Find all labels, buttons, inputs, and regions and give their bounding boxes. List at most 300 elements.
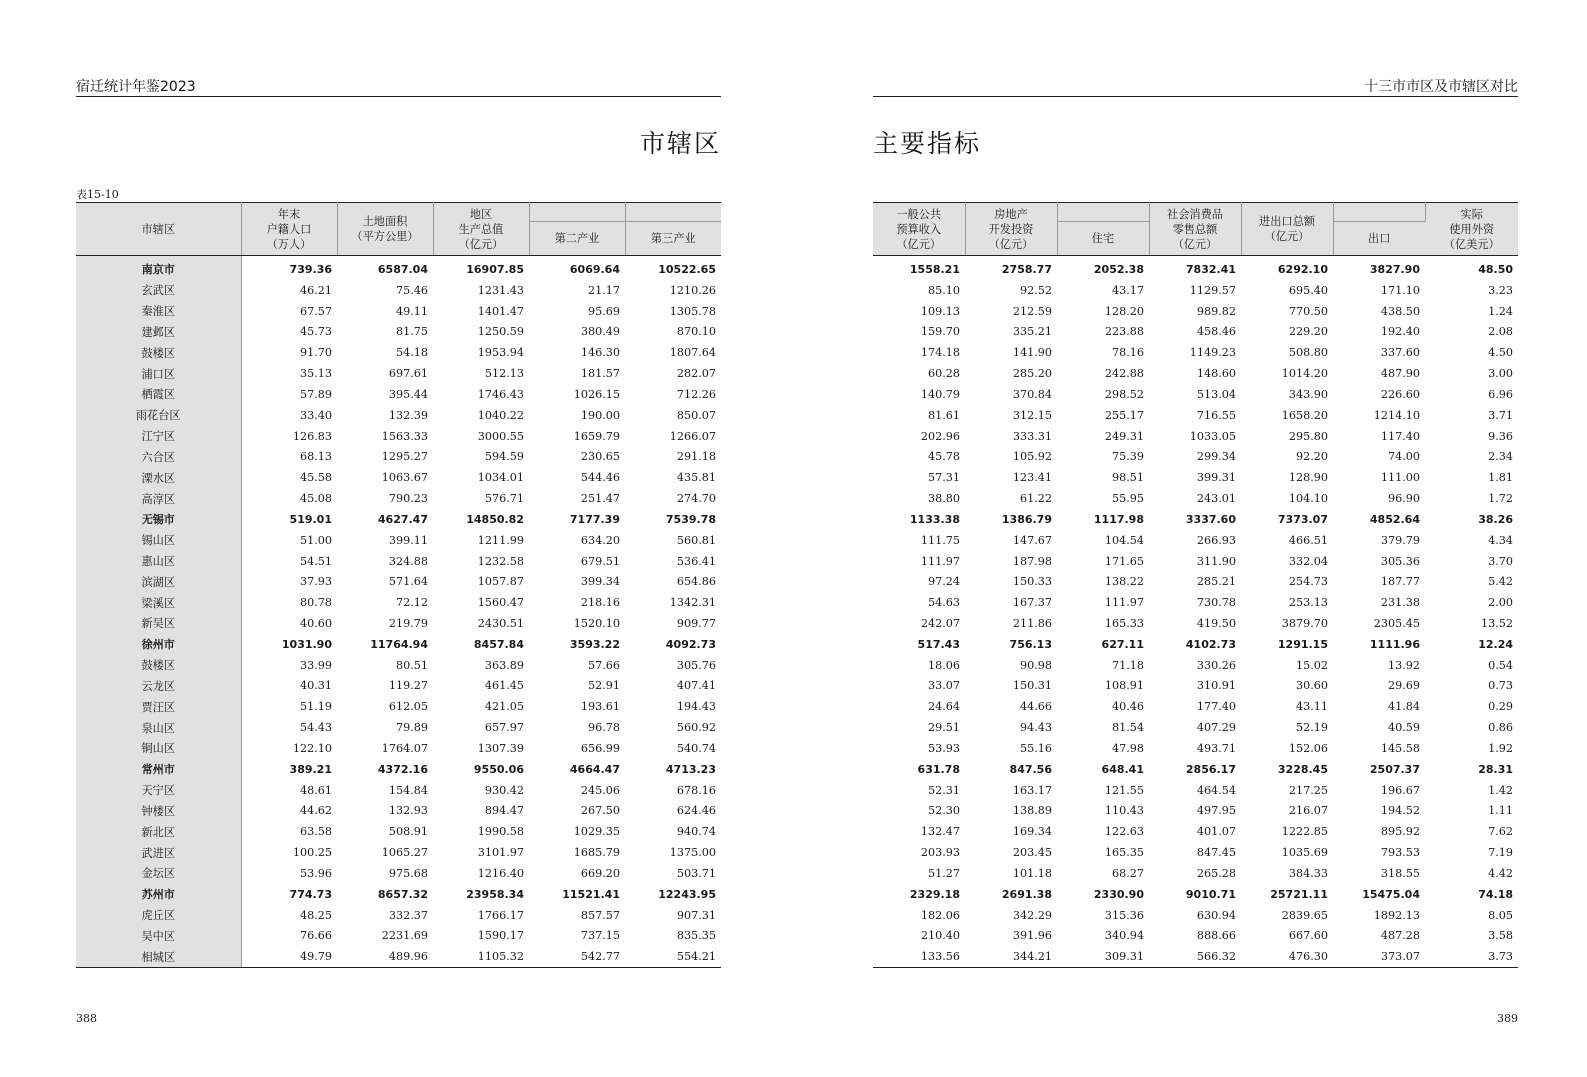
table-cell: 1031.90 — [281, 637, 332, 651]
table-cell: 594.59 — [484, 450, 524, 464]
table-cell: 560.81 — [676, 533, 716, 547]
table-cell: 3.58 — [1488, 929, 1513, 943]
table-cell: 712.26 — [676, 387, 716, 401]
table-cell: 24.64 — [927, 700, 960, 714]
table-number: 表15-10 — [76, 188, 119, 201]
table-cell: 1305.78 — [669, 304, 716, 318]
table-cell: 654.86 — [676, 575, 716, 589]
table-cell: 40.31 — [299, 679, 332, 693]
header-housing: 住宅 — [1057, 222, 1149, 256]
table-cell: 1266.07 — [669, 429, 716, 443]
table-cell: 407.41 — [676, 679, 716, 693]
table-cell: 1231.43 — [477, 283, 524, 297]
table-row — [76, 467, 721, 488]
table-cell: 163.17 — [1012, 783, 1052, 797]
table-cell: 648.41 — [1101, 762, 1144, 776]
table-cell: 0.29 — [1488, 700, 1513, 714]
table-cell: 21.17 — [587, 283, 620, 297]
table-cell: 13.52 — [1480, 616, 1513, 630]
table-cell: 203.93 — [920, 846, 960, 860]
table-cell: 407.29 — [1196, 721, 1236, 735]
table-row — [76, 571, 721, 592]
table-cell: 216.07 — [1288, 804, 1328, 818]
page-title-right: 主要指标 — [873, 129, 982, 158]
table-cell: 311.90 — [1196, 554, 1236, 568]
region-name: 天宁区 — [76, 780, 241, 801]
table-cell: 517.43 — [917, 637, 960, 651]
table-cell: 165.35 — [1104, 846, 1144, 860]
table-cell: 0.86 — [1488, 721, 1513, 735]
table-row — [873, 717, 1518, 738]
table-cell: 154.84 — [388, 783, 428, 797]
table-row — [873, 551, 1518, 572]
table-row — [873, 467, 1518, 488]
table-cell: 92.20 — [1295, 450, 1328, 464]
table-cell: 12.24 — [1478, 637, 1513, 651]
table-row — [76, 655, 721, 676]
header-export: 出口 — [1333, 222, 1425, 256]
table-cell: 226.60 — [1380, 387, 1420, 401]
table-row — [76, 946, 721, 967]
table-cell: 1063.67 — [381, 471, 428, 485]
table-cell: 146.30 — [580, 346, 620, 360]
table-cell: 132.39 — [388, 408, 428, 422]
table-cell: 74.18 — [1478, 887, 1513, 901]
table-cell: 7.62 — [1488, 825, 1513, 839]
table-cell: 285.21 — [1196, 575, 1236, 589]
table-cell: 1990.58 — [477, 825, 524, 839]
table-cell: 1746.43 — [477, 387, 524, 401]
table-cell: 399.31 — [1196, 471, 1236, 485]
table-cell: 309.31 — [1057, 946, 1149, 967]
region-name: 建邺区 — [76, 321, 241, 342]
table-cell: 1029.35 — [573, 825, 620, 839]
header-rule-left — [76, 96, 721, 97]
left-table — [76, 202, 721, 968]
table-cell: 53.96 — [299, 866, 332, 880]
table-row — [76, 613, 721, 634]
table-cell: 1807.64 — [669, 346, 716, 360]
table-cell: 48.25 — [299, 908, 332, 922]
table-cell: 847.56 — [1009, 762, 1052, 776]
table-cell: 132.93 — [388, 804, 428, 818]
table-row — [873, 801, 1518, 822]
region-name: 高淳区 — [76, 488, 241, 509]
table-cell: 171.65 — [1104, 554, 1144, 568]
table-cell: 128.90 — [1288, 471, 1328, 485]
table-cell: 630.94 — [1196, 908, 1236, 922]
table-row — [873, 946, 1518, 967]
table-cell: 461.45 — [484, 679, 524, 693]
page-number-right: 389 — [1497, 1012, 1518, 1025]
region-name: 惠山区 — [76, 551, 241, 572]
table-cell: 888.66 — [1196, 929, 1236, 943]
table-cell: 1.42 — [1488, 783, 1513, 797]
table-cell: 419.50 — [1196, 616, 1236, 630]
region-name: 锡山区 — [76, 530, 241, 551]
table-cell: 41.84 — [1387, 700, 1420, 714]
table-cell: 210.40 — [920, 929, 960, 943]
left-page — [76, 0, 721, 1077]
table-cell: 0.73 — [1488, 679, 1513, 693]
table-cell: 1295.27 — [381, 450, 428, 464]
table-cell: 9550.06 — [473, 762, 524, 776]
table-row — [873, 488, 1518, 509]
table-cell: 330.26 — [1196, 658, 1236, 672]
table-cell: 2305.45 — [1373, 616, 1420, 630]
table-cell: 907.31 — [676, 908, 716, 922]
table-cell: 380.49 — [580, 325, 620, 339]
table-cell: 61.22 — [1019, 492, 1052, 506]
region-name: 栖霞区 — [76, 384, 241, 405]
table-cell: 1.81 — [1488, 471, 1513, 485]
table-cell: 253.13 — [1288, 596, 1328, 610]
table-cell: 171.10 — [1380, 283, 1420, 297]
table-cell: 167.37 — [1012, 596, 1052, 610]
table-cell: 242.07 — [920, 616, 960, 630]
table-cell: 1307.39 — [477, 741, 524, 755]
table-cell: 43.17 — [1111, 283, 1144, 297]
table-cell: 51.00 — [299, 533, 332, 547]
table-cell: 909.77 — [676, 616, 716, 630]
table-cell: 2507.37 — [1369, 762, 1420, 776]
table-cell: 835.35 — [676, 929, 716, 943]
table-row — [76, 634, 721, 655]
table-cell: 223.88 — [1104, 325, 1144, 339]
header-trade-blank — [1333, 203, 1425, 222]
table-cell: 536.41 — [676, 554, 716, 568]
table-cell: 92.52 — [1019, 283, 1052, 297]
table-cell: 656.99 — [580, 741, 620, 755]
table-cell: 2052.38 — [1093, 262, 1144, 276]
table-cell: 15475.04 — [1362, 887, 1420, 901]
table-row — [873, 405, 1518, 426]
table-row — [873, 738, 1518, 759]
table-cell: 105.92 — [1012, 450, 1052, 464]
table-cell: 395.44 — [388, 387, 428, 401]
table-cell: 1057.87 — [477, 575, 524, 589]
table-cell: 52.91 — [587, 679, 620, 693]
table-row — [76, 863, 721, 884]
table-cell: 111.00 — [1380, 471, 1420, 485]
table-row — [76, 280, 721, 301]
table-cell: 67.57 — [299, 304, 332, 318]
table-cell: 401.07 — [1196, 825, 1236, 839]
table-cell: 3337.60 — [1185, 512, 1236, 526]
table-cell: 72.12 — [395, 596, 428, 610]
table-cell: 44.66 — [1019, 700, 1052, 714]
header-gdp: 地区 生产总值 （亿元） — [433, 203, 529, 256]
table-cell: 315.36 — [1104, 908, 1144, 922]
table-cell: 45.08 — [299, 492, 332, 506]
region-name: 泉山区 — [76, 717, 241, 738]
table-cell: 282.07 — [676, 367, 716, 381]
table-row — [76, 592, 721, 613]
right-table — [873, 202, 1518, 968]
table-cell: 181.57 — [580, 367, 620, 381]
table-cell: 117.40 — [1380, 429, 1420, 443]
table-row — [76, 738, 721, 759]
table-row — [76, 384, 721, 405]
table-cell: 6.96 — [1488, 387, 1513, 401]
region-name: 云龙区 — [76, 676, 241, 697]
table-cell: 2856.17 — [1185, 762, 1236, 776]
table-cell: 265.28 — [1196, 866, 1236, 880]
table-row — [76, 405, 721, 426]
table-cell: 51.27 — [927, 866, 960, 880]
table-cell: 3.71 — [1488, 408, 1513, 422]
table-cell: 1892.13 — [1373, 908, 1420, 922]
table-cell: 310.91 — [1196, 679, 1236, 693]
region-name: 铜山区 — [76, 738, 241, 759]
table-cell: 45.73 — [299, 325, 332, 339]
table-cell: 8457.84 — [473, 637, 524, 651]
table-cell: 285.20 — [1012, 367, 1052, 381]
table-cell: 847.45 — [1196, 846, 1236, 860]
table-cell: 7.19 — [1488, 846, 1513, 860]
table-cell: 421.05 — [484, 700, 524, 714]
table-row — [76, 717, 721, 738]
table-row — [76, 801, 721, 822]
running-head-right: 十三市市区及市辖区对比 — [1364, 79, 1518, 95]
header-tertiary: 第三产业 — [625, 222, 721, 256]
table-cell: 251.47 — [580, 492, 620, 506]
table-cell: 975.68 — [388, 866, 428, 880]
table-row — [873, 780, 1518, 801]
table-cell: 2330.90 — [1093, 887, 1144, 901]
table-cell: 230.65 — [580, 450, 620, 464]
table-cell: 8657.32 — [377, 887, 428, 901]
table-cell: 74.00 — [1387, 450, 1420, 464]
table-cell: 0.54 — [1488, 658, 1513, 672]
table-cell: 1386.79 — [1001, 512, 1052, 526]
table-row — [873, 696, 1518, 717]
table-cell: 254.73 — [1288, 575, 1328, 589]
table-row — [873, 509, 1518, 530]
table-cell: 508.80 — [1288, 346, 1328, 360]
table-cell: 57.66 — [587, 658, 620, 672]
table-cell: 47.98 — [1111, 741, 1144, 755]
table-cell: 2430.51 — [477, 616, 524, 630]
table-cell: 63.58 — [299, 825, 332, 839]
table-cell: 1766.17 — [477, 908, 524, 922]
region-name: 浦口区 — [76, 363, 241, 384]
table-cell: 13.92 — [1387, 658, 1420, 672]
table-cell: 940.74 — [676, 825, 716, 839]
table-cell: 399.34 — [580, 575, 620, 589]
table-cell: 503.71 — [676, 866, 716, 880]
table-cell: 38.80 — [927, 492, 960, 506]
table-cell: 770.50 — [1288, 304, 1328, 318]
table-row — [873, 301, 1518, 322]
table-cell: 174.18 — [920, 346, 960, 360]
table-cell: 790.23 — [388, 492, 428, 506]
table-row — [76, 884, 721, 905]
table-cell: 122.10 — [292, 741, 332, 755]
table-cell: 1250.59 — [477, 325, 524, 339]
table-cell: 229.20 — [1288, 325, 1328, 339]
table-cell: 3.70 — [1488, 554, 1513, 568]
table-cell: 657.97 — [484, 721, 524, 735]
table-row — [873, 759, 1518, 780]
table-cell: 4092.73 — [665, 637, 716, 651]
table-cell: 4.34 — [1488, 533, 1513, 547]
table-cell: 487.90 — [1380, 367, 1420, 381]
table-cell: 109.13 — [920, 304, 960, 318]
table-cell: 101.18 — [1012, 866, 1052, 880]
table-cell: 542.77 — [529, 946, 625, 967]
region-name: 无锡市 — [76, 509, 241, 530]
table-cell: 85.10 — [927, 283, 960, 297]
table-cell: 716.55 — [1196, 408, 1236, 422]
table-cell: 95.69 — [587, 304, 620, 318]
table-cell: 55.95 — [1111, 492, 1144, 506]
table-cell: 96.90 — [1387, 492, 1420, 506]
table-cell: 30.60 — [1295, 679, 1328, 693]
table-cell: 1401.47 — [477, 304, 524, 318]
table-row — [76, 509, 721, 530]
table-cell: 1.72 — [1488, 492, 1513, 506]
table-cell: 458.46 — [1196, 325, 1236, 339]
table-cell: 1520.10 — [573, 616, 620, 630]
table-cell: 274.70 — [676, 492, 716, 506]
table-cell: 318.55 — [1380, 866, 1420, 880]
table-cell: 1117.98 — [1093, 512, 1144, 526]
table-cell: 3.00 — [1488, 367, 1513, 381]
table-cell: 337.60 — [1380, 346, 1420, 360]
table-cell: 1105.32 — [433, 946, 529, 967]
table-cell: 23958.34 — [466, 887, 524, 901]
table-cell: 54.51 — [299, 554, 332, 568]
table-cell: 33.07 — [927, 679, 960, 693]
table-cell: 33.40 — [299, 408, 332, 422]
table-cell: 51.19 — [299, 700, 332, 714]
table-cell: 489.96 — [337, 946, 433, 967]
table-cell: 291.18 — [676, 450, 716, 464]
table-cell: 40.46 — [1111, 700, 1144, 714]
table-cell: 52.31 — [927, 783, 960, 797]
table-cell: 850.07 — [676, 408, 716, 422]
table-row — [873, 926, 1518, 947]
region-name: 鼓楼区 — [76, 342, 241, 363]
table-cell: 38.26 — [1478, 512, 1513, 526]
header-region: 市辖区 — [76, 203, 241, 256]
table-row — [873, 863, 1518, 884]
table-row — [873, 613, 1518, 634]
table-cell: 4627.47 — [377, 512, 428, 526]
table-cell: 96.78 — [587, 721, 620, 735]
table-cell: 540.74 — [676, 741, 716, 755]
table-cell: 145.58 — [1380, 741, 1420, 755]
table-cell: 255.17 — [1104, 408, 1144, 422]
region-name: 金坛区 — [76, 863, 241, 884]
table-cell: 2329.18 — [909, 887, 960, 901]
table-cell: 1214.10 — [1373, 408, 1420, 422]
table-cell: 94.43 — [1019, 721, 1052, 735]
table-row — [76, 551, 721, 572]
table-cell: 857.57 — [580, 908, 620, 922]
table-cell: 90.98 — [1019, 658, 1052, 672]
table-cell: 79.89 — [395, 721, 428, 735]
table-row — [873, 821, 1518, 842]
table-cell: 231.38 — [1380, 596, 1420, 610]
table-cell: 2231.69 — [381, 929, 428, 943]
table-cell: 219.79 — [388, 616, 428, 630]
table-cell: 305.36 — [1380, 554, 1420, 568]
table-cell: 44.62 — [299, 804, 332, 818]
region-name: 常州市 — [76, 759, 241, 780]
table-cell: 80.78 — [299, 596, 332, 610]
region-name: 虎丘区 — [76, 905, 241, 926]
table-row — [873, 530, 1518, 551]
table-cell: 340.94 — [1104, 929, 1144, 943]
table-cell: 1033.05 — [1189, 429, 1236, 443]
table-cell: 128.20 — [1104, 304, 1144, 318]
table-cell: 122.63 — [1104, 825, 1144, 839]
table-cell: 667.60 — [1288, 929, 1328, 943]
table-cell: 1.24 — [1488, 304, 1513, 318]
region-name: 南京市 — [76, 256, 241, 280]
table-cell: 2839.65 — [1281, 908, 1328, 922]
table-cell: 305.76 — [676, 658, 716, 672]
table-row — [873, 446, 1518, 467]
table-cell: 895.92 — [1380, 825, 1420, 839]
table-cell: 930.42 — [484, 783, 524, 797]
table-cell: 138.89 — [1012, 804, 1052, 818]
table-cell: 3000.55 — [477, 429, 524, 443]
table-cell: 8.05 — [1488, 908, 1513, 922]
table-row — [873, 426, 1518, 447]
table-row — [873, 634, 1518, 655]
table-cell: 466.51 — [1288, 533, 1328, 547]
table-cell: 1375.00 — [669, 846, 716, 860]
table-cell: 40.60 — [299, 616, 332, 630]
table-cell: 133.56 — [873, 946, 965, 967]
table-cell: 1590.17 — [477, 929, 524, 943]
header-retail: 社会消费品 零售总额 （亿元） — [1149, 203, 1241, 256]
table-cell: 111.97 — [1104, 596, 1144, 610]
table-cell: 187.98 — [1012, 554, 1052, 568]
table-cell: 894.47 — [484, 804, 524, 818]
table-cell: 1129.57 — [1189, 283, 1236, 297]
table-cell: 3.23 — [1488, 283, 1513, 297]
table-cell: 989.82 — [1196, 304, 1236, 318]
table-cell: 187.77 — [1380, 575, 1420, 589]
table-cell: 159.70 — [920, 325, 960, 339]
table-row — [873, 884, 1518, 905]
table-cell: 612.05 — [388, 700, 428, 714]
table-row — [76, 696, 721, 717]
table-cell: 7373.07 — [1277, 512, 1328, 526]
region-name: 六合区 — [76, 446, 241, 467]
table-cell: 3879.70 — [1281, 616, 1328, 630]
table-cell: 299.34 — [1196, 450, 1236, 464]
table-row — [76, 342, 721, 363]
table-row — [76, 780, 721, 801]
table-cell: 4.42 — [1488, 866, 1513, 880]
table-cell: 10522.65 — [658, 262, 716, 276]
table-cell: 150.33 — [1012, 575, 1052, 589]
table-cell: 68.13 — [299, 450, 332, 464]
table-cell: 679.51 — [580, 554, 620, 568]
table-cell: 624.46 — [676, 804, 716, 818]
region-name: 钟楼区 — [76, 801, 241, 822]
table-cell: 15.02 — [1295, 658, 1328, 672]
table-cell: 111.75 — [920, 533, 960, 547]
table-cell: 194.52 — [1380, 804, 1420, 818]
table-cell: 1.92 — [1488, 741, 1513, 755]
table-cell: 1560.47 — [477, 596, 524, 610]
